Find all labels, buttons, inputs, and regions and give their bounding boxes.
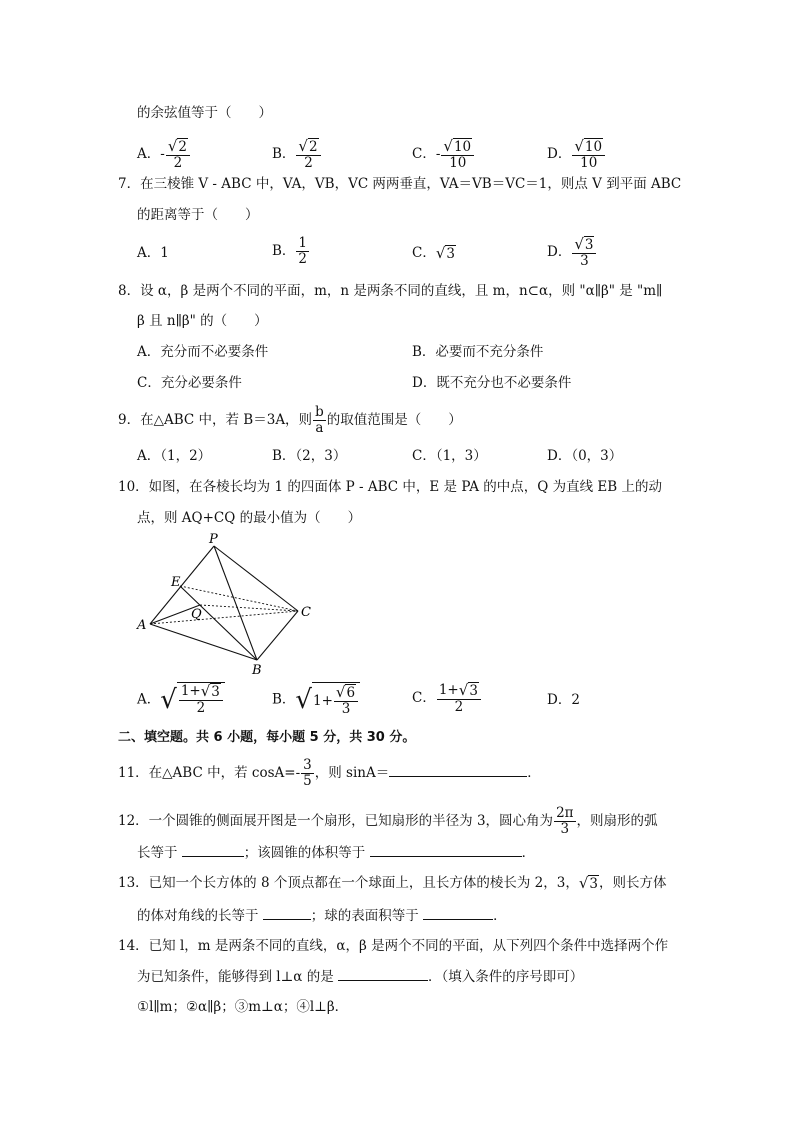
q7-option-d[interactable]: D． √ 3 3 — [547, 236, 597, 269]
answer-blank[interactable] — [182, 842, 244, 857]
q10-option-c[interactable]: C． 1+ √ 3 2 — [412, 682, 482, 715]
answer-blank[interactable] — [423, 905, 493, 920]
fraction: √ 6 3 — [334, 684, 358, 717]
q8-option-c[interactable]: C．充分必要条件 — [137, 375, 242, 391]
tetrahedron-figure — [130, 532, 320, 677]
q6-option-d[interactable]: D． √ 10 10 — [547, 138, 606, 171]
q14-line-1: 14．已知 l，m 是两条不同的直线，α，β 是两个不同的平面，从下列四个条件中选择两个作 — [118, 938, 669, 954]
fraction: $\frac{2\pi}{3}$ — [556, 805, 574, 837]
q6-stem-tail: 的余弦值等于（ ） — [137, 105, 272, 121]
segment-eb — [180, 586, 257, 660]
q6-option-a[interactable]: A．- √ 2 2 — [137, 138, 191, 171]
q7-option-a[interactable]: A．1 — [137, 245, 169, 261]
sqrt: √ 2 — [298, 137, 318, 155]
fraction: 1+ √ 3 2 — [179, 683, 223, 716]
label-b: B — [252, 663, 262, 677]
q8-line-2: β 且 n∥β" 的（ ） — [137, 313, 268, 329]
answer-blank[interactable] — [389, 762, 527, 777]
fraction: √ 2 2 — [166, 138, 190, 171]
answer-blank[interactable] — [370, 842, 522, 857]
q12-line-2: 长等于 ；该圆锥的体积等于 ． — [137, 842, 535, 863]
sqrt: √ 1+ √ 6 3 — [295, 682, 360, 718]
section-2-heading: 二、填空题。共 6 小题，每小题 5 分，共 30 分。 — [118, 730, 416, 745]
q11-stem: 11．在△ABC 中，若 cosA=- $\frac{3}{5}$ ，则 sinA＝ ． — [118, 757, 541, 789]
q8-option-b[interactable]: B．必要而不充分条件 — [412, 344, 544, 360]
label-a: A — [137, 618, 147, 633]
label-p: P — [209, 532, 218, 547]
q9-option-d[interactable]: D．（0，3） — [547, 448, 623, 464]
q7-option-c[interactable]: C． √ 3 — [412, 244, 455, 262]
q8-line-1: 8．设 α，β 是两个不同的平面，m，n 是两条不同的直线，且 m，n⊂α，则 "α∥β" 是 "m∥ — [118, 283, 663, 299]
q12-line-1: 12．一个圆锥的侧面展开图是一个扇形，已知扇形的半径为 3，圆心角为 $\frac{2\pi}{3}$ ，则扇形的弧 — [118, 805, 658, 837]
fraction: √ 2 2 — [296, 138, 320, 171]
q7-line-2: 的距离等于（ ） — [137, 207, 259, 223]
q10-line-2: 点，则 AQ+CQ 的最小值为（ ） — [137, 510, 362, 526]
sqrt: √ 3 — [435, 244, 455, 262]
sqrt: √ 10 — [574, 137, 603, 155]
fraction: $\frac{b}{a}$ — [315, 404, 324, 436]
edge-bc — [257, 611, 298, 660]
q13-line-1: 13．已知一个长方体的 8 个顶点都在一个球面上，且长方体的棱长为 2，3， √ 3 ，则长方体 — [118, 874, 667, 892]
fraction: $\frac{1}{2}$ — [298, 235, 308, 267]
q14-line-3: ①l∥m；②α∥β；③m⊥α；④l⊥β． — [137, 999, 349, 1015]
sqrt: √ 1+ √ 3 2 — [160, 682, 225, 718]
q10-option-d[interactable]: D．2 — [547, 692, 580, 708]
fraction: $\frac{3}{5}$ — [303, 757, 312, 789]
label-q: Q — [191, 607, 202, 622]
answer-blank[interactable] — [338, 966, 428, 981]
q8-option-a[interactable]: A．充分而不必要条件 — [137, 344, 269, 360]
q7-line-1: 7．在三棱锥 V - ABC 中，VA，VB，VC 两两垂直，VA＝VB＝VC＝1，则点 V 到平面 ABC — [118, 176, 682, 192]
sqrt: √ 3 — [458, 681, 478, 699]
fraction: √ 10 10 — [572, 138, 605, 171]
q9-stem: 9．在△ABC 中，若 B＝3A，则 $\frac{b}{a}$ 的取值范围是（ ） — [118, 404, 462, 436]
label-c: C — [301, 605, 311, 620]
q7-option-b[interactable]: B． $\frac{1}{2}$ — [272, 235, 308, 267]
q10-line-1: 10．如图，在各棱长均为 1 的四面体 P - ABC 中，E 是 PA 的中点，Q 为直线 EB 上的动 — [118, 479, 662, 495]
q10-option-b[interactable]: B． √ 1+ √ 6 3 — [272, 682, 360, 718]
q10-option-a[interactable]: A． √ 1+ √ 3 2 — [137, 682, 225, 718]
sqrt: √ 10 — [443, 137, 472, 155]
q14-line-2: 为已知条件，能够得到 l⊥α 的是 ．（填入条件的序号即可） — [137, 966, 583, 987]
fraction: 1+ √ 3 2 — [437, 682, 481, 715]
edge-ab — [150, 624, 257, 660]
q8-option-d[interactable]: D．既不充分也不必要条件 — [412, 375, 572, 391]
q6-option-b[interactable]: B． √ 2 2 — [272, 138, 322, 171]
sqrt: √ 6 — [335, 683, 356, 701]
q9-option-c[interactable]: C．（1，3） — [412, 448, 487, 464]
sqrt: √ 3 — [578, 874, 598, 892]
sqrt: √ 3 — [200, 682, 220, 700]
fraction: √ 10 10 — [441, 138, 474, 171]
q6-option-c[interactable]: C．- √ 10 10 — [412, 138, 475, 171]
q9-option-a[interactable]: A．（1，2） — [137, 448, 212, 464]
answer-blank[interactable] — [263, 905, 311, 920]
q13-line-2: 的体对角线的长等于 ；球的表面积等于 ． — [137, 905, 507, 926]
sqrt: √ 3 — [574, 235, 594, 253]
sqrt: √ 2 — [167, 137, 187, 155]
label-e: E — [171, 575, 181, 590]
fraction: √ 3 3 — [572, 236, 596, 269]
q9-option-b[interactable]: B．（2，3） — [272, 448, 347, 464]
edge-ac-hidden — [150, 611, 298, 624]
